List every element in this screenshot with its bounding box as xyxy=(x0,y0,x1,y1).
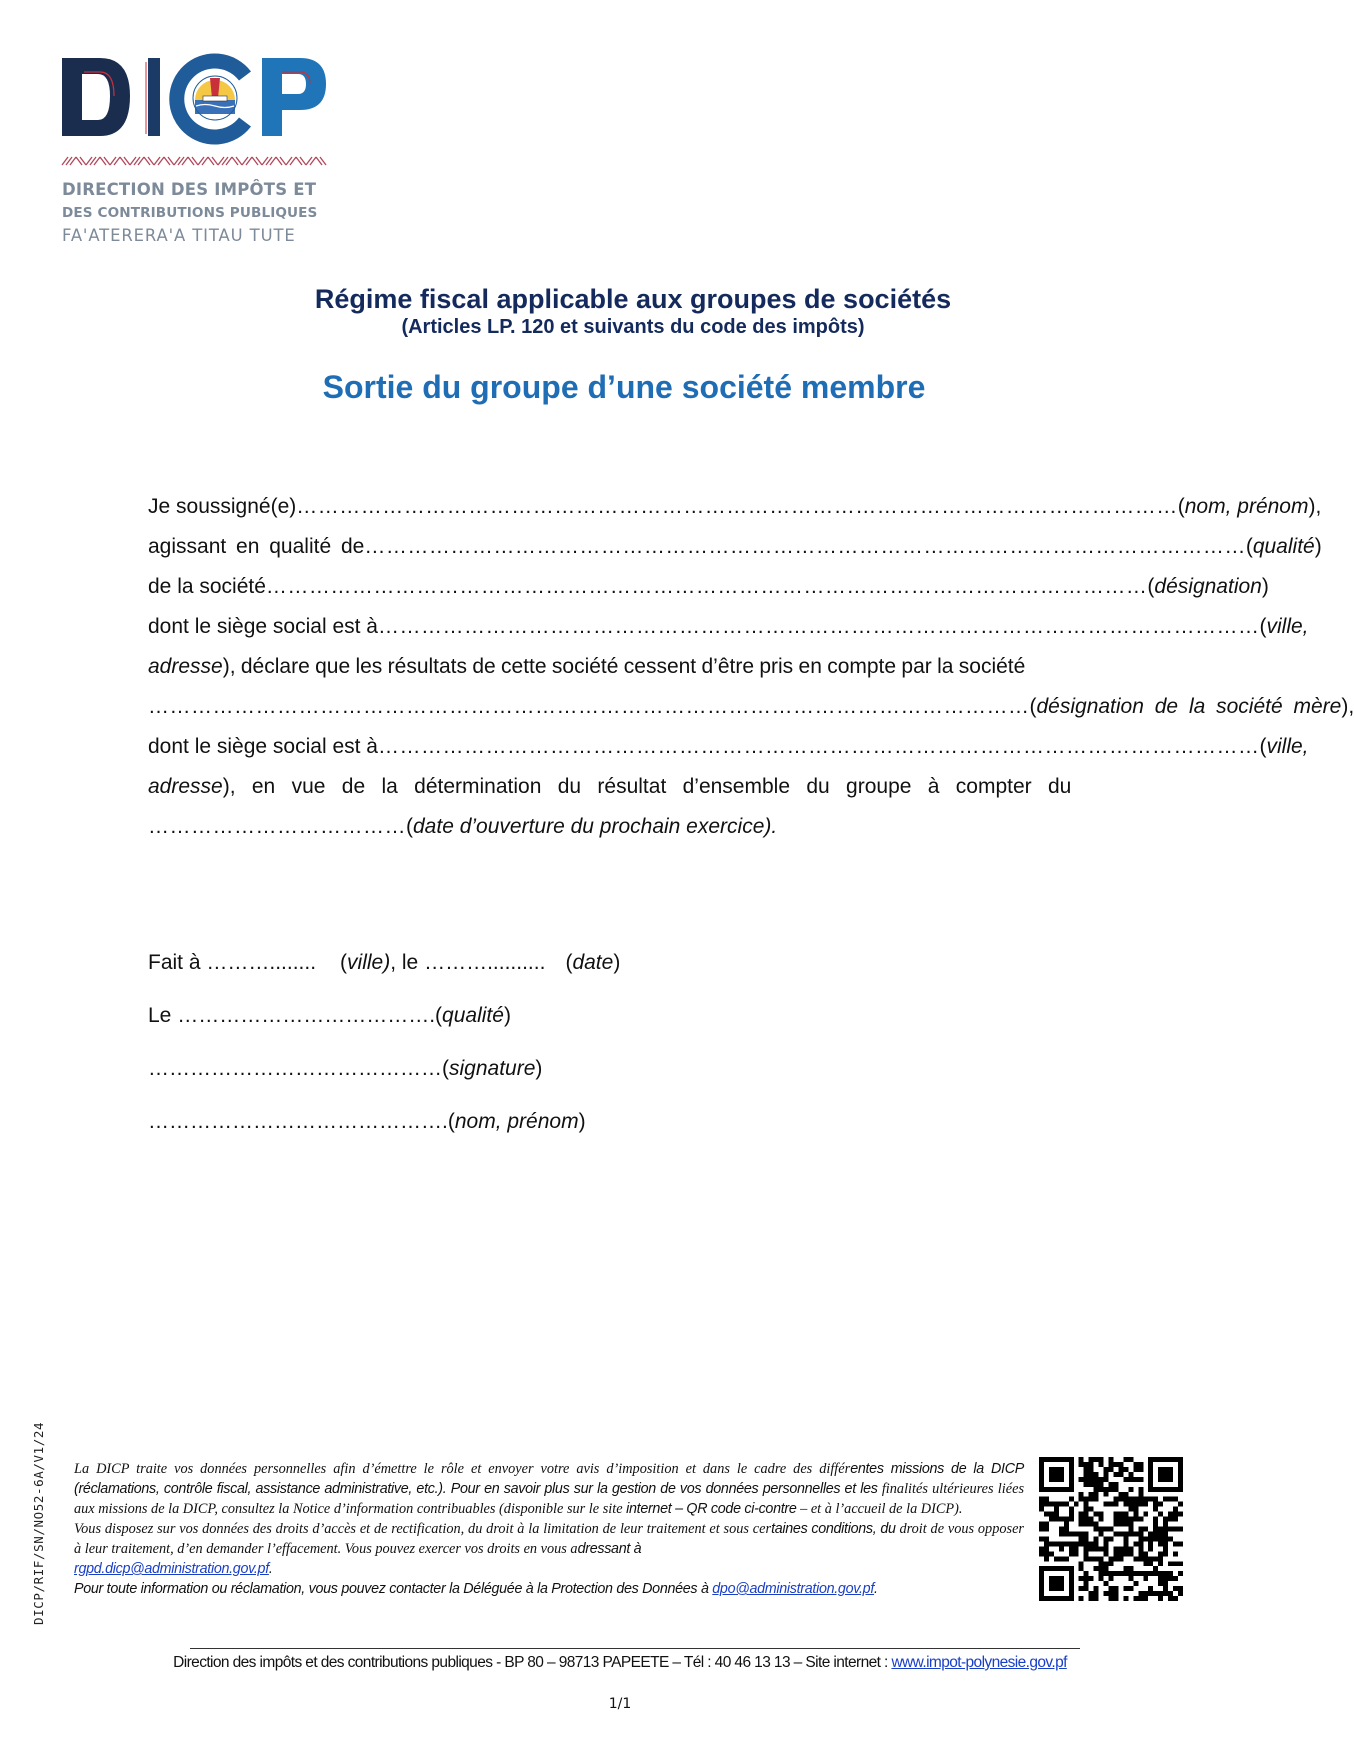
notice-text: droit de vous opposer à leur traitement, d’en demander l’effacement. Vous pouvez exercer vos droits en vous a xyxy=(74,1521,1024,1557)
siege-field[interactable]: …………………………………………………………………………………………………………… xyxy=(377,615,1260,638)
qualite-field[interactable]: …………………………………………………………………………………………………………… xyxy=(364,535,1246,558)
hint-open: ( xyxy=(442,1057,449,1080)
hint-close: ) xyxy=(535,1057,543,1080)
hint-close: ) xyxy=(503,1004,511,1027)
form-line-date xyxy=(148,814,1092,854)
notice-text: internet – QR code ci-contre xyxy=(626,1501,797,1517)
label-fait-a: Fait à xyxy=(148,951,207,974)
hint-open: ( xyxy=(447,1110,455,1133)
declaration-form xyxy=(148,494,1354,854)
rgpd-email-link[interactable]: rgpd.dicp@administration.gov.pf xyxy=(74,1561,269,1577)
hint-qualite: qualité xyxy=(1252,535,1315,558)
footer-divider xyxy=(190,1648,1080,1649)
signature-line xyxy=(148,1056,620,1109)
footer-address xyxy=(0,1654,1240,1672)
label-siege-mere: dont le siège social est à xyxy=(148,735,378,758)
hint-close: ) xyxy=(613,951,621,974)
hint-adresse: adresse xyxy=(148,655,223,678)
name-sig-line xyxy=(148,1109,620,1162)
form-line-siege xyxy=(148,614,1309,654)
notice-paragraph-2 xyxy=(74,1519,1024,1579)
logo-line-1: DIRECTION DES IMPÔTS ET xyxy=(62,180,317,199)
societe-mere-field[interactable]: …………………………………………………………………………………………………………… xyxy=(148,695,1030,718)
form-line-determination xyxy=(148,774,1092,814)
hint-open: ( xyxy=(1259,615,1267,638)
form-line-siege-mere xyxy=(148,734,1309,774)
document-subtitle: (Articles LP. 120 et suivants du code des impôts) xyxy=(401,316,865,338)
hint-qualite-sig: qualité xyxy=(442,1004,504,1027)
hint-open: ( xyxy=(565,951,573,974)
hint-ville-sig: ville) xyxy=(347,951,391,974)
hint-open: ( xyxy=(340,951,348,974)
form-line-name xyxy=(148,494,1322,534)
dpo-email-link[interactable]: dpo@administration.gov.pf xyxy=(712,1581,875,1597)
hint-close: ), xyxy=(1308,495,1322,518)
notice-text: taines conditions, du xyxy=(771,1521,896,1537)
date-field[interactable]: ……………………………… xyxy=(148,815,406,838)
hint-nom-prenom: nom, prénom xyxy=(1184,495,1309,518)
label-le: , le xyxy=(390,951,425,974)
hint-ville-mere: ville, xyxy=(1266,735,1309,758)
hint-date-ouverture: date d’ouverture du prochain exercice). xyxy=(413,815,778,838)
notice-text: finalités ultérieures liées aux missions de la DICP, consultez la Notice d’information contribuables (disponible sur le site xyxy=(74,1481,1025,1517)
notice-paragraph-3 xyxy=(74,1579,1024,1599)
hint-close: ) xyxy=(1261,575,1269,598)
hint-date: date xyxy=(572,951,614,974)
label-soussigne: Je soussigné(e) xyxy=(148,495,297,518)
hint-open: ( xyxy=(1259,735,1267,758)
dicp-logo xyxy=(60,54,330,254)
hint-open: ( xyxy=(1177,495,1185,518)
fait-a-line xyxy=(148,950,620,1003)
signature-field[interactable]: …………………………………… xyxy=(148,1057,442,1080)
declare-text: ), déclare que les résultats de cette société cessent d’être pris en compte par la société xyxy=(222,655,1026,678)
name-field[interactable]: …………………………………………………………………………………………………………… xyxy=(296,495,1178,518)
document-reference-code: DICP/RIF/SN/NO52-6A/V1/24 xyxy=(31,1421,46,1625)
name-sig-field[interactable]: ……………………………………. xyxy=(148,1110,448,1133)
hint-designation-mere: désignation de la société mère xyxy=(1036,695,1342,718)
notice-text: entes missions de la DICP (réclamations, contrôle fiscal, assistance administrative, etc.). Pour en savoir plus sur la gestion de vos données personnelles et les xyxy=(74,1461,1024,1497)
period: . xyxy=(268,1561,273,1577)
notice-text: Pour toute information ou réclamation, vous pouvez contacter la Déléguée à la Protection des Données à xyxy=(74,1581,713,1597)
hint-open: ( xyxy=(1245,535,1253,558)
hint-adresse-mere: adresse xyxy=(148,775,223,798)
logo-line-3: FA'ATERERA'A TITAU TUTE xyxy=(62,226,296,245)
document-title: Régime fiscal applicable aux groupes de sociétés xyxy=(314,284,952,314)
label-societe: de la société xyxy=(148,575,266,598)
form-line-societe xyxy=(148,574,1269,614)
hint-open: ( xyxy=(435,1004,443,1027)
qualite-sig-field[interactable]: ………………………………. xyxy=(177,1004,436,1027)
hint-open: ( xyxy=(1029,695,1037,718)
dicp-logo-mark-icon xyxy=(60,54,330,174)
hint-close: ), xyxy=(1341,695,1354,718)
page-number: 1/1 xyxy=(608,1696,632,1712)
qr-code-icon[interactable] xyxy=(1039,1457,1183,1601)
logo-line-2: DES CONTRIBUTIONS PUBLIQUES xyxy=(62,205,318,221)
form-line-qualite xyxy=(148,534,1322,574)
period: . xyxy=(874,1581,878,1597)
societe-field[interactable]: …………………………………………………………………………………………………………… xyxy=(265,575,1148,598)
label-siege: dont le siège social est à xyxy=(148,615,378,638)
label-qualite: agissant en qualité de xyxy=(148,535,365,558)
hint-nom-prenom-sig: nom, prénom xyxy=(454,1110,579,1133)
date-sig-field[interactable]: ……….......... xyxy=(424,951,546,974)
form-title: Sortie du groupe d’une société membre xyxy=(322,369,926,405)
form-line-declare xyxy=(148,654,1092,694)
hint-close: ) xyxy=(1314,535,1322,558)
hint-ville: ville, xyxy=(1266,615,1309,638)
notice-paragraph-1 xyxy=(74,1459,1024,1519)
hint-signature: signature xyxy=(449,1057,536,1080)
hint-close: ) xyxy=(578,1110,586,1133)
notice-text: La DICP traite vos données personnelles afin d’émettre le rôle et envoyer votre avis d’imposition et dans le cadre des différ xyxy=(74,1461,851,1477)
address-text: Direction des impôts et des contributions publiques - BP 80 – 98713 PAPEETE – Tél : 40 46 13 13 – Site internet : xyxy=(173,1654,892,1671)
privacy-notice xyxy=(74,1459,1024,1599)
notice-text: dressant à xyxy=(577,1541,642,1557)
qualite-sig-line xyxy=(148,1003,620,1056)
label-le-qualite: Le xyxy=(148,1004,178,1027)
hint-open: ( xyxy=(1147,575,1155,598)
hint-open: ( xyxy=(406,815,413,838)
website-link[interactable]: www.impot-polynesie.gov.pf xyxy=(891,1654,1067,1671)
signature-block xyxy=(148,950,620,1162)
siege-mere-field[interactable]: …………………………………………………………………………………………………………… xyxy=(377,735,1260,758)
determination-text: ), en vue de la détermination du résultat d’ensemble du groupe à compter du xyxy=(222,775,1072,798)
notice-text: – et à l’accueil de la DICP). xyxy=(796,1501,963,1517)
hint-designation: désignation xyxy=(1154,575,1262,598)
ville-field[interactable]: ………........ xyxy=(206,951,317,974)
notice-text: Vous disposez sur vos données des droits d’accès et de rectification, du droit à la limitation de leur traitement et sous cer xyxy=(74,1521,772,1537)
form-line-mere xyxy=(148,694,1354,734)
